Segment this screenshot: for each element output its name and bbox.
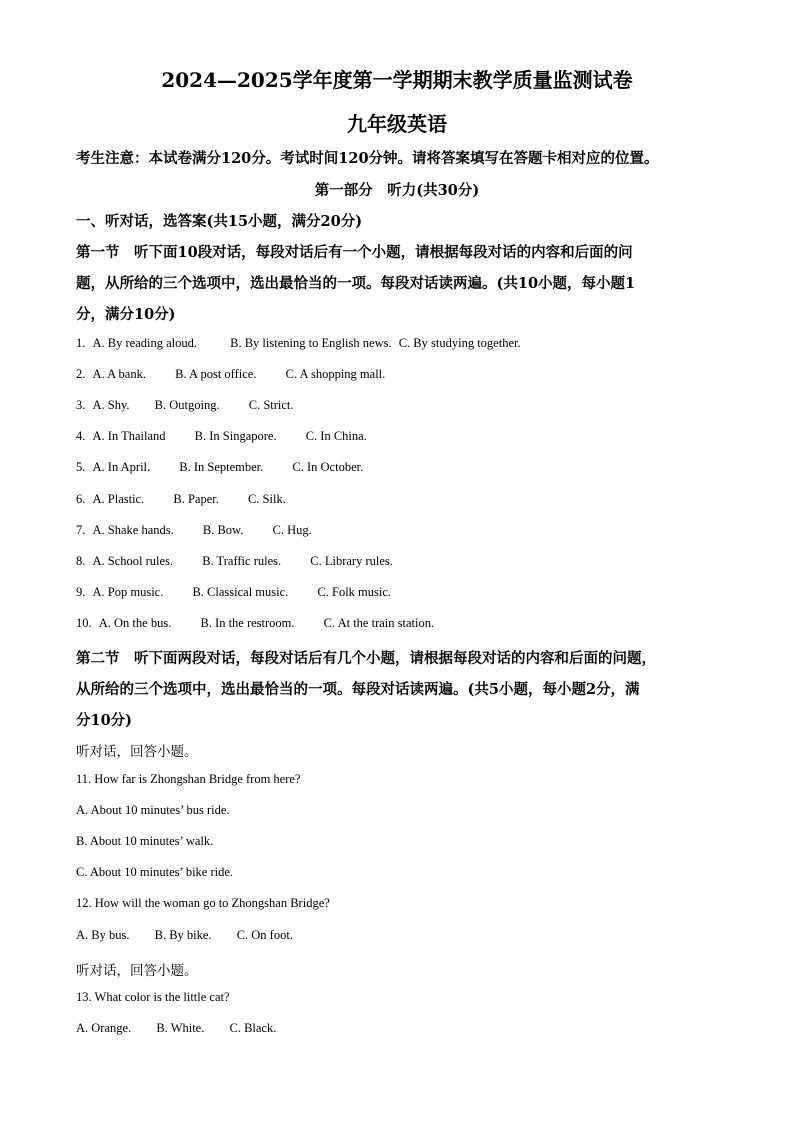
question-number: 2. xyxy=(76,367,86,381)
option-b: B. Classical music. xyxy=(192,585,289,599)
option-b: B. A post office. xyxy=(175,367,257,381)
question-row xyxy=(76,492,286,507)
question-number: 4. xyxy=(76,429,86,443)
option-b: B. By bike. xyxy=(154,928,212,942)
option-a: A. School rules. xyxy=(92,554,174,568)
option-c: C. Library rules. xyxy=(310,554,393,568)
question-row xyxy=(76,1021,276,1036)
question-row xyxy=(76,616,434,631)
option-b: B. White. xyxy=(156,1021,205,1035)
option-b: B. Outgoing. xyxy=(154,398,220,412)
option-b: B. In the restroom. xyxy=(200,616,295,630)
question-number: 10. xyxy=(76,616,92,630)
option-c: C. In China. xyxy=(305,429,367,443)
instruction-line: 题，从所给的三个选项中，选出最恰当的一项。每段对话读两遍。(共10小题，每小题1 xyxy=(76,275,636,292)
option-c: C. Hug. xyxy=(272,523,312,537)
question-row xyxy=(76,429,367,444)
question-text: 13. What color is the little cat? xyxy=(76,990,230,1004)
option-a: A. Shy. xyxy=(92,398,130,412)
instruction-line: 第二节 听下面两段对话，每段对话后有几个小题，请根据每段对话的内容和后面的问题， xyxy=(76,650,656,667)
option-a: A. About 10 minutes’ bus ride. xyxy=(76,803,230,817)
question-row xyxy=(76,336,521,351)
option-b: B. In September. xyxy=(179,460,264,474)
exam-title: 2024—2025学年度第一学期期末教学质量监测试卷 xyxy=(161,68,633,92)
option-a: A. Pop music. xyxy=(92,585,164,599)
option-a: A. Shake hands. xyxy=(92,523,174,537)
option-b: B. In Singapore. xyxy=(194,429,277,443)
question-text: 11. How far is Zhongshan Bridge from here? xyxy=(76,772,301,786)
option-c: C. Strict. xyxy=(248,398,294,412)
question-row xyxy=(76,460,363,475)
option-b: B. About 10 minutes’ walk. xyxy=(76,834,214,848)
question-number: 7. xyxy=(76,523,86,537)
instruction-line: 从所给的三个选项中，选出最恰当的一项。每段对话读两遍。(共5小题，每小题2分，满 xyxy=(76,681,640,698)
exam-notice: 考生注意：本试卷满分120分。考试时间120分钟。请将答案填写在答题卡相对应的位置。 xyxy=(76,150,659,167)
listen-prompt: 听对话，回答小题。 xyxy=(76,963,198,979)
option-c: C. Folk music. xyxy=(317,585,392,599)
part-heading: 第一部分 听力(共30分) xyxy=(314,182,480,199)
option-c: C. In October. xyxy=(292,460,364,474)
instruction-line: 分10分) xyxy=(76,712,133,729)
question-number: 1. xyxy=(76,336,86,350)
question-row xyxy=(76,523,312,538)
option-c: C. On foot. xyxy=(236,928,293,942)
option-c: C. About 10 minutes’ bike ride. xyxy=(76,865,234,879)
option-a: A. In April. xyxy=(92,460,151,474)
instruction-line: 第一节 听下面10段对话，每段对话后有一个小题，请根据每段对话的内容和后面的问 xyxy=(76,244,633,261)
option-a: A. Plastic. xyxy=(92,492,145,506)
question-row xyxy=(76,585,391,600)
question-number: 8. xyxy=(76,554,86,568)
option-a: A. A bank. xyxy=(92,367,146,381)
option-c: C. A shopping mall. xyxy=(285,367,386,381)
question-row xyxy=(76,367,385,382)
option-c: C. Black. xyxy=(229,1021,277,1035)
option-a: A. In Thailand xyxy=(92,429,166,443)
question-number: 9. xyxy=(76,585,86,599)
option-b: B. Bow. xyxy=(202,523,244,537)
question-row xyxy=(76,554,393,569)
option-b: B. Paper. xyxy=(173,492,219,506)
option-c: C. By studying together. xyxy=(398,336,521,350)
section-heading: 一、听对话，选答案(共15小题，满分20分) xyxy=(76,213,363,230)
option-b: B. By listening to English news. xyxy=(230,336,392,350)
option-a: A. Orange. xyxy=(76,1021,132,1035)
option-c: C. Silk. xyxy=(247,492,286,506)
exam-subtitle: 九年级英语 xyxy=(347,112,447,136)
option-a: A. On the bus. xyxy=(98,616,172,630)
option-a: A. By bus. xyxy=(76,928,130,942)
instruction-line: 分，满分10分) xyxy=(76,306,176,323)
option-a: A. By reading aloud. xyxy=(92,336,197,350)
question-row xyxy=(76,398,294,413)
question-row xyxy=(76,928,293,943)
question-number: 5. xyxy=(76,460,86,474)
question-text: 12. How will the woman go to Zhongshan Bridge? xyxy=(76,896,330,910)
listen-prompt: 听对话，回答小题。 xyxy=(76,744,198,760)
question-number: 6. xyxy=(76,492,86,506)
question-number: 3. xyxy=(76,398,86,412)
option-c: C. At the train station. xyxy=(323,616,435,630)
option-b: B. Traffic rules. xyxy=(202,554,282,568)
